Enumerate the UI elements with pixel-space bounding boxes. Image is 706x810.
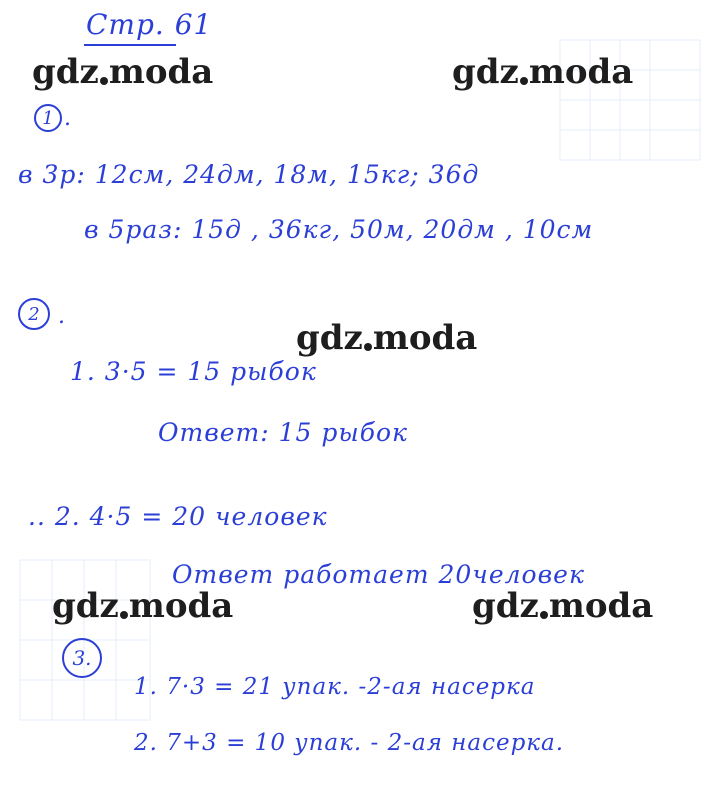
watermark: gdz moda (32, 52, 214, 92)
task2-line4: Ответ работает 20человек (172, 560, 585, 589)
task-number-circle (62, 638, 102, 678)
task2-line2: Ответ: 15 рыбок (158, 418, 408, 447)
task-number: 3. (72, 646, 92, 670)
task2-line1: 1. 3·5 = 15 рыбок (70, 357, 317, 386)
task-number: 2 (28, 303, 40, 325)
task-number: 1 (42, 107, 54, 129)
task3-line2: 2. 7+3 = 10 упак. - 2-ая насерка. (134, 730, 565, 756)
task-number-circle (34, 104, 62, 132)
task-number-circle (18, 298, 50, 330)
watermark: gdz moda (52, 586, 234, 626)
task-number-dot: . (64, 106, 72, 131)
task-number-dot: . (58, 304, 66, 329)
watermark: gdz moda (472, 586, 654, 626)
task1-line1: в 3р: 12см, 24дм, 18м, 15кг; 36д (18, 160, 480, 189)
watermark: gdz moda (452, 52, 634, 92)
page-number-label: Стр. 61 (86, 8, 213, 41)
task2-line3: .. 2. 4·5 = 20 человек (28, 502, 328, 531)
watermark: gdz moda (296, 318, 478, 358)
task1-line2: в 5раз: 15д , 36кг, 50м, 20дм , 10см (84, 215, 594, 244)
task3-line1: 1. 7·3 = 21 упак. -2-ая насерка (134, 674, 536, 700)
page-number-underline (84, 44, 176, 46)
